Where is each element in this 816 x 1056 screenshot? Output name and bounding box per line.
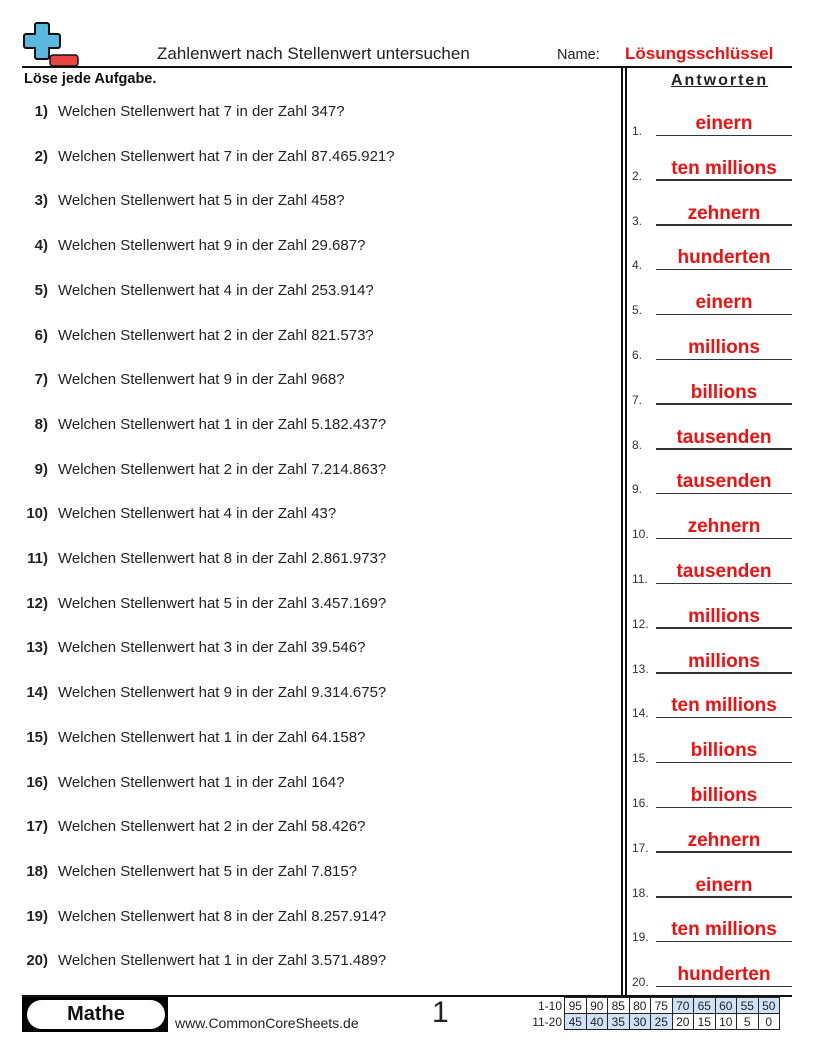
answer-value: ten millions: [671, 695, 777, 717]
answer-value: billions: [690, 381, 758, 403]
answer-item: [632, 916, 792, 946]
answer-item: [632, 468, 792, 498]
answer-number: 2.: [632, 168, 643, 183]
answer-number: 11.: [632, 572, 648, 586]
question-text: Welchen Stellenwert hat 1 in der Zahl 164?: [58, 773, 345, 791]
question-number: 5): [34, 281, 48, 299]
question-text: Welchen Stellenwert hat 5 in der Zahl 458?: [58, 192, 345, 210]
answer-number: 12.: [632, 616, 649, 631]
question-number: 19): [26, 907, 48, 925]
question-text: Welchen Stellenwert hat 7 in der Zahl 87.465.921?: [58, 147, 395, 165]
answer-item: [632, 782, 792, 812]
answer-value: millions: [688, 650, 760, 672]
question-text: Welchen Stellenwert hat 2 in der Zahl 7.214.863?: [58, 460, 387, 478]
answer-value: tausenden: [676, 561, 772, 582]
question-number: 17): [26, 818, 48, 836]
answer-value: einern: [695, 292, 753, 314]
answer-number: 7.: [632, 392, 643, 407]
answer-value: zehnern: [687, 516, 761, 538]
answer-number: 8.: [632, 437, 643, 452]
answer-item: [632, 424, 792, 454]
score-cell: 70: [672, 998, 694, 1014]
worksheet-title: Zahlenwert nach Stellenwert untersuchen: [157, 44, 470, 63]
answer-item: [632, 872, 792, 902]
answer-item: [632, 827, 792, 857]
score-cell: 5: [737, 1014, 759, 1030]
question-number: 10): [26, 505, 48, 523]
answer-number: 6.: [632, 348, 643, 362]
answer-value: billions: [690, 740, 758, 762]
score-cell: 20: [672, 1014, 694, 1030]
answer-value: tausenden: [676, 471, 772, 493]
answer-item: [632, 289, 792, 319]
answer-item: [632, 648, 792, 678]
answer-value: hunderten: [677, 964, 771, 986]
question-number: 4): [34, 237, 48, 255]
question-number: 15): [26, 728, 48, 746]
answer-value: billions: [690, 785, 758, 806]
score-row-label: 1-10: [537, 998, 562, 1013]
answer-item: [632, 692, 792, 722]
score-cell: 90: [586, 998, 608, 1014]
answer-value: tausenden: [676, 426, 772, 448]
answer-number: 19.: [632, 930, 649, 945]
score-cell: 30: [629, 1014, 651, 1030]
name-label: Name:: [557, 47, 600, 63]
header-divider: [22, 66, 792, 68]
answer-number: 5.: [632, 303, 643, 318]
answers-heading: Antworten: [671, 72, 769, 89]
score-row: [526, 998, 780, 1014]
website-link[interactable]: www.CommonCoreSheets.de: [175, 1015, 359, 1031]
question-number: 1): [34, 103, 48, 120]
answer-number: 10.: [632, 527, 649, 542]
score-cell: 60: [715, 998, 737, 1014]
question-text: Welchen Stellenwert hat 1 in der Zahl 5.182.437?: [58, 415, 387, 433]
question-number: 7): [34, 371, 48, 389]
answer-number: 4.: [632, 258, 643, 273]
answer-item: [632, 513, 792, 543]
score-cell: 25: [651, 1014, 673, 1030]
score-cell: 50: [758, 998, 780, 1014]
question-text: Welchen Stellenwert hat 4 in der Zahl 253.914?: [58, 281, 374, 299]
score-cell: 35: [608, 1014, 630, 1030]
answer-item: [632, 558, 792, 588]
answer-number: 9.: [632, 482, 643, 497]
question-text: Welchen Stellenwert hat 2 in der Zahl 58.426?: [58, 818, 366, 836]
question-number: 8): [34, 415, 48, 433]
page-number: 1: [432, 996, 449, 1029]
answer-value: millions: [688, 337, 760, 358]
answer-number: 20.: [632, 975, 649, 990]
score-table: [526, 997, 780, 1030]
answer-item: [632, 737, 792, 767]
answer-item: [632, 961, 792, 991]
question-text: Welchen Stellenwert hat 3 in der Zahl 39.546?: [58, 639, 366, 657]
answer-item: [632, 379, 792, 409]
answer-number: 1.: [632, 124, 643, 138]
answer-value: einern: [695, 874, 753, 896]
subject-badge: Mathe: [27, 1000, 165, 1029]
question-text: Welchen Stellenwert hat 5 in der Zahl 7.815?: [58, 862, 358, 880]
score-cell: 15: [694, 1014, 716, 1030]
question-text: Welchen Stellenwert hat 1 in der Zahl 64.158?: [58, 728, 366, 746]
question-text: Welchen Stellenwert hat 1 in der Zahl 3.571.489?: [58, 952, 387, 970]
score-cell: 85: [608, 998, 630, 1014]
score-cell: 95: [565, 998, 587, 1014]
score-cell: 45: [565, 1014, 587, 1030]
answer-value: ten millions: [671, 919, 777, 941]
question-number: 6): [34, 326, 48, 344]
answer-number: 17.: [632, 840, 649, 855]
question-number: 9): [34, 460, 48, 478]
question-number: 20): [26, 952, 48, 970]
question-text: Welchen Stellenwert hat 4 in der Zahl 43?: [58, 505, 337, 523]
instructions: Löse jede Aufgabe.: [24, 71, 157, 87]
answer-number: 18.: [632, 885, 649, 900]
answer-number: 3.: [632, 213, 643, 228]
plus-minus-logo-icon: [22, 22, 80, 68]
score-cell: 65: [694, 998, 716, 1014]
answer-number: 16.: [632, 796, 649, 810]
answer-item: [632, 244, 792, 274]
score-row: [526, 1014, 780, 1030]
question-number: 11): [27, 550, 48, 567]
score-row-label: 11-20: [532, 1014, 562, 1029]
answer-item: [632, 603, 792, 633]
question-text: Welchen Stellenwert hat 2 in der Zahl 821.573?: [58, 326, 374, 344]
answer-value: ten millions: [671, 157, 777, 179]
question-number: 3): [34, 192, 48, 210]
question-number: 12): [26, 594, 48, 612]
answer-value: millions: [688, 605, 760, 627]
question-text: Welchen Stellenwert hat 7 in der Zahl 347?: [58, 103, 345, 120]
question-text: Welchen Stellenwert hat 9 in der Zahl 968?: [58, 371, 345, 389]
question-number: 14): [26, 684, 48, 702]
question-text: Welchen Stellenwert hat 8 in der Zahl 8.257.914?: [58, 907, 387, 925]
question-number: 13): [26, 639, 48, 657]
question-number: 2): [34, 147, 48, 165]
question-number: 18): [26, 862, 48, 880]
answer-value: einern: [695, 113, 753, 134]
question-number: 16): [26, 773, 48, 791]
answer-item: [632, 110, 792, 140]
answer-value: hunderten: [677, 247, 771, 269]
answer-number: 15.: [632, 751, 649, 766]
score-cell: 10: [715, 1014, 737, 1030]
score-cell: 40: [586, 1014, 608, 1030]
column-divider: [621, 68, 623, 995]
name-value: Lösungsschlüssel: [625, 44, 774, 63]
score-cell: 75: [651, 998, 673, 1014]
answer-item: [632, 155, 792, 185]
question-text: Welchen Stellenwert hat 9 in der Zahl 9.314.675?: [58, 684, 387, 702]
question-text: Welchen Stellenwert hat 9 in der Zahl 29.687?: [58, 237, 366, 255]
answer-item: [632, 334, 792, 364]
score-cell: 80: [629, 998, 651, 1014]
answer-item: [632, 200, 792, 230]
answer-number: 13.: [632, 661, 649, 676]
answer-number: 14.: [632, 706, 649, 721]
question-text: Welchen Stellenwert hat 5 in der Zahl 3.457.169?: [58, 594, 387, 612]
score-cell: 55: [737, 998, 759, 1014]
answer-value: zehnern: [687, 829, 761, 851]
score-cell: 0: [758, 1014, 780, 1030]
question-text: Welchen Stellenwert hat 8 in der Zahl 2.861.973?: [58, 550, 387, 567]
column-divider: [625, 68, 627, 995]
answer-value: zehnern: [687, 202, 761, 224]
